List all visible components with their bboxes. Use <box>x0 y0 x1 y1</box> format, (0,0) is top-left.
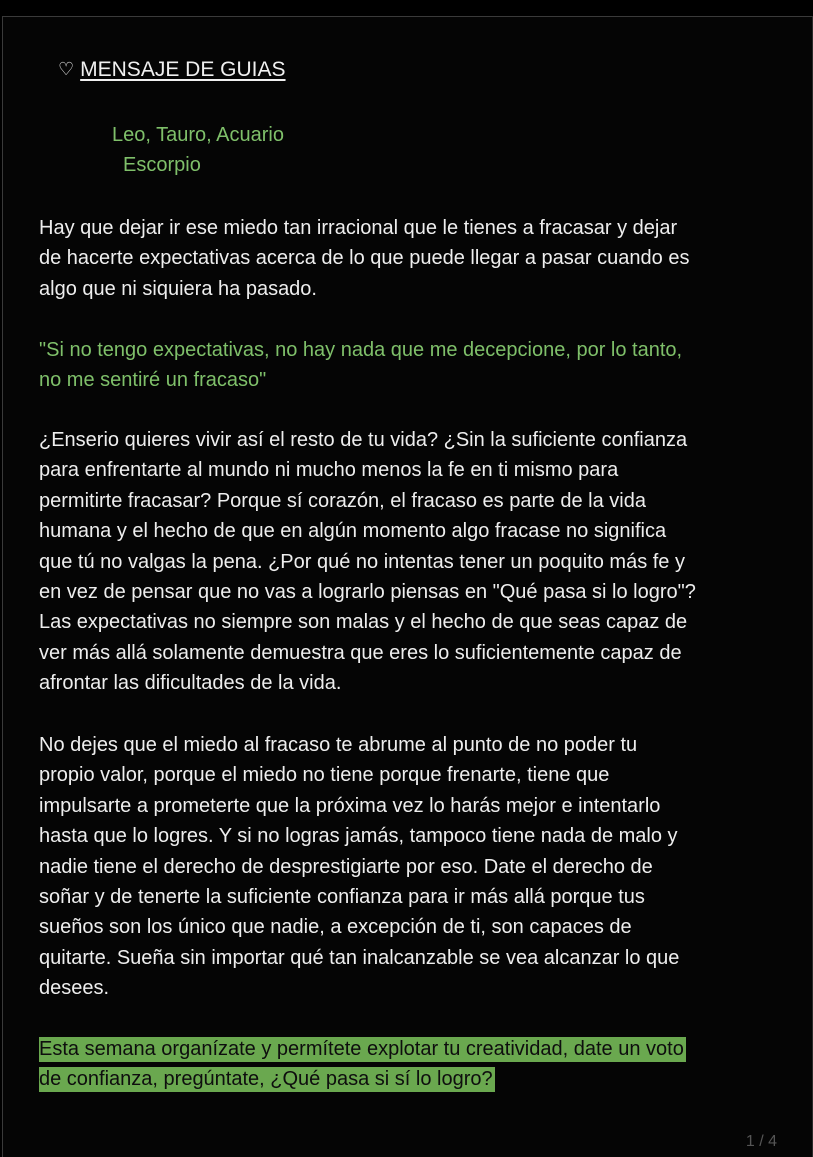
text-line: que tú no valgas la pena. ¿Por qué no intentas tener un poquito más fe y <box>39 550 685 573</box>
quote-line: no me sentiré un fracaso" <box>39 369 267 392</box>
text-line: Las expectativas no siempre son malas y el hecho de que seas capaz de <box>39 611 688 634</box>
text-line: algo que ni siquiera ha pasado. <box>39 277 317 300</box>
page-counter: 1 / 4 <box>745 1133 777 1150</box>
paragraph-body <box>39 425 779 699</box>
text-line: permitirte fracasar? Porque sí corazón, el fracaso es parte de la vida <box>39 489 646 512</box>
paragraph-intro <box>39 213 779 304</box>
text-line: humana y el hecho de que en algún momento algo fracase no significa <box>39 520 667 543</box>
quote-block <box>39 335 779 396</box>
highlight-line <box>39 1034 686 1064</box>
text-line: No dejes que el miedo al fracaso te abrume al punto de no poder tu <box>39 734 638 756</box>
text-line: en vez de pensar que no vas a lograrlo piensas en "Qué pasa si lo logro"? <box>39 581 696 604</box>
text-line: para enfrentarte al mundo ni mucho menos la fe en ti mismo para <box>39 459 619 482</box>
text-line: hasta que lo logres. Y si no logras jamás, tampoco tiene nada de malo y <box>39 825 678 848</box>
page-heading <box>58 58 286 82</box>
text-line: ¿Enserio quieres vivir así el resto de tu vida? ¿Sin la suficiente confianza <box>39 429 688 451</box>
text-line: Hay que dejar ir ese miedo tan irracional que le tienes a fracasar y dejar <box>39 217 678 239</box>
quote-line: "Si no tengo expectativas, no hay nada que me decepcione, por lo tanto, <box>39 339 683 361</box>
highlight-line <box>39 1064 686 1094</box>
heart-outline-icon: ♡ <box>58 59 75 79</box>
text-line: impulsarte a prometerte que la próxima vez lo harás mejor e intentarlo <box>39 794 661 817</box>
highlighted-message <box>39 1034 686 1095</box>
zodiac-signs-line-1: Leo, Tauro, Acuario <box>112 124 284 146</box>
paragraph-closing <box>39 730 779 1004</box>
text-line: quitarte. Sueña sin importar qué tan inalcanzable se vea alcanzar lo que <box>39 946 680 969</box>
text-line: nadie tiene el derecho de desprestigiarte por eso. Date el derecho de <box>39 855 653 878</box>
text-line: sueños son los único que nadie, a excepción de ti, son capaces de <box>39 916 632 939</box>
highlight-text: de confianza, pregúntate, ¿Qué pasa si sí lo logro? <box>39 1068 493 1091</box>
text-line: soñar y de tenerte la suficiente confianza para ir más allá porque tus <box>39 886 645 909</box>
page-title: MENSAJE DE GUIAS <box>80 58 286 81</box>
text-line: de hacerte expectativas acerca de lo que puede llegar a pasar cuando es <box>39 247 690 270</box>
text-line: afrontar las dificultades de la vida. <box>39 672 342 695</box>
text-line: propio valor, porque el miedo no tiene porque frenarte, tiene que <box>39 764 610 787</box>
highlight-text: Esta semana organízate y permítete explotar tu creatividad, date un voto <box>39 1038 684 1060</box>
text-line: ver más allá solamente demuestra que eres lo suficientemente capaz de <box>39 641 682 664</box>
zodiac-signs-line-2: Escorpio <box>123 154 201 176</box>
text-line: desees. <box>39 977 110 1000</box>
